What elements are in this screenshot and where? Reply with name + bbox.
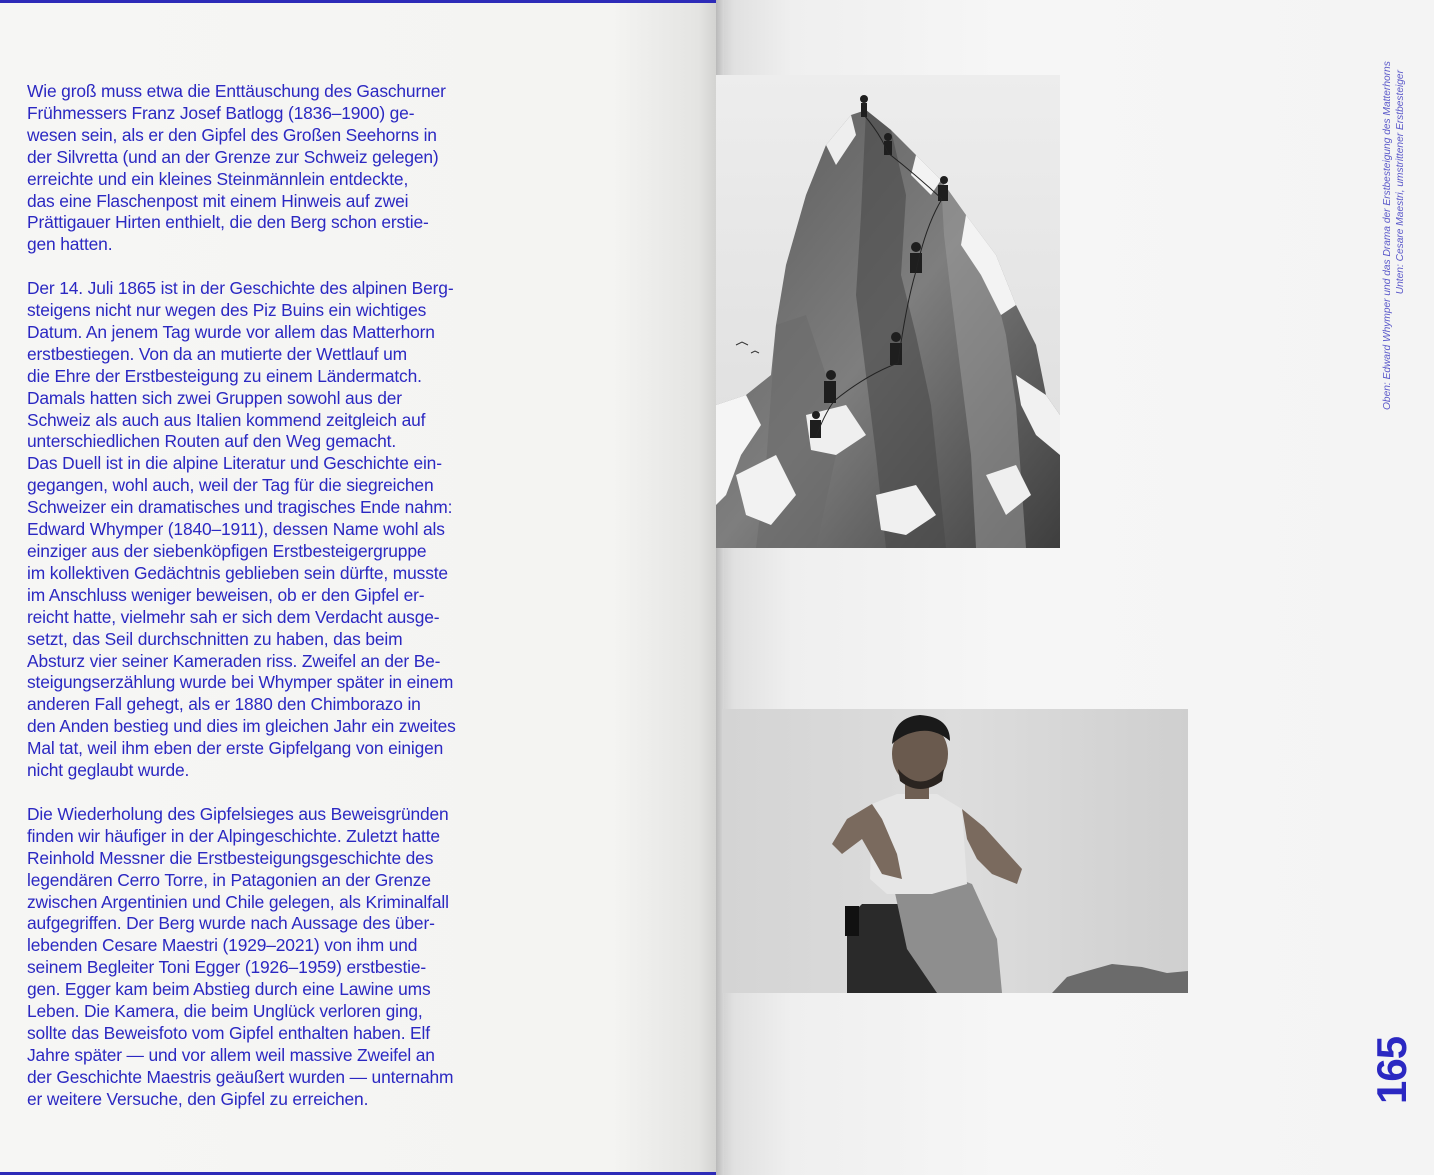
body-text — [27, 81, 507, 1132]
image-caption — [1382, 61, 1407, 410]
paragraph-2: Der 14. Juli 1865 ist in der Geschichte des alpinen Berg- steigens nicht nur wegen des Piz Buins ein wichtiges Datum. An jenem Tag wurde vor allem das Matterhorn erstbestiegen. Von da an mutierte der Wettlauf um die Ehre der Erstbesteigung zu einem Ländermatch. Damals hatten sich zwei Gruppen sowohl aus der Schweiz als auch aus Italien kommend zeitgleich auf unterschiedlichen Routen auf den Weg gemacht. — [27, 278, 454, 452]
page-number: 165 — [1368, 1036, 1415, 1104]
paragraph-4: Die Wiederholung des Gipfelsieges aus Beweisgründen finden wir häufiger in der Alpingeschichte. Zuletzt hatte Reinhold Messner die Erstbesteigungsgeschichte des legendären Cerro Torre, in Patagonien an der Grenze zwischen Argentinien und Chile gelegen, als Kriminalfall aufgegriffen. Der Berg wurde nach Aussage des über- lebenden Cesare Maestri (1929–2021) von ihm und seinem Begleiter Toni Egger (1926–1959) erstbestie- gen. Egger kam beim Abstieg durch eine Lawine ums Leben. Die Kamera, die beim Unglück verloren ging, sollte das Beweisfoto vom Gipfel enthalten haben. Elf Jahre später — und vor allem weil massive Zweifel an der Geschichte Maestris geäußert wurden — unternahm er weitere Versuche, den Gipfel zu erreichen. — [27, 803, 454, 1109]
paragraph-1: Wie groß muss etwa die Enttäuschung des Gaschurner Frühmessers Franz Josef Batlogg (1836–1900) ge- wesen sein, als er den Gipfel des Großen Seehorns in der Silvretta (und an der Grenze zur Schweiz gelegen) erreichte und ein kleines Steinmännlein entdeckte, das eine Flaschenpost mit einem Hinweis auf zwei Prättigauer Hirten enthielt, die den Berg schon erstie- gen hatten. — [27, 81, 446, 255]
cesare-maestri-photo-icon — [722, 709, 1188, 993]
matterhorn-ascent-image — [716, 75, 1060, 548]
caption-bottom: Unten: Cesare Maestri, umstrittener Erstbesteiger — [1394, 70, 1406, 295]
caption-top: Oben: Edward Whymper und das Drama der Erstbesteigung des Matterhorns — [1382, 61, 1393, 410]
matterhorn-ascent-lithograph-icon — [716, 75, 1060, 548]
cesare-maestri-image — [722, 709, 1188, 993]
paragraph-3: Das Duell ist in die alpine Literatur und Geschichte ein- gegangen, wohl auch, weil der Tag für die siegreichen Schweizer ein dramatisches und tragisches Ende nahm: Edward Whymper (1840–1911), dessen Name wohl als einziger aus der siebenköpfigen Erstbesteigergruppe im kollektiven Gedächtnis geblieben sein dürfte, musste im Anschluss weniger beweisen, ob er den Gipfel er- reicht hatte, vielmehr sah er sich dem Verdacht ausge- setzt, das Seil durchschnitten zu haben, das beim Absturz vier seiner Kameraden riss. Zweifel an der Be- steigungserzählung wurde bei Whymper später in einem anderen Fall gehegt, als er 1880 den Chimborazo in den Anden bestieg und dies im gleichen Jahr ein zweites Mal tat, weil ihm eben der erste Gipfelgang von einigen nicht geglaubt wurde. — [27, 453, 456, 781]
